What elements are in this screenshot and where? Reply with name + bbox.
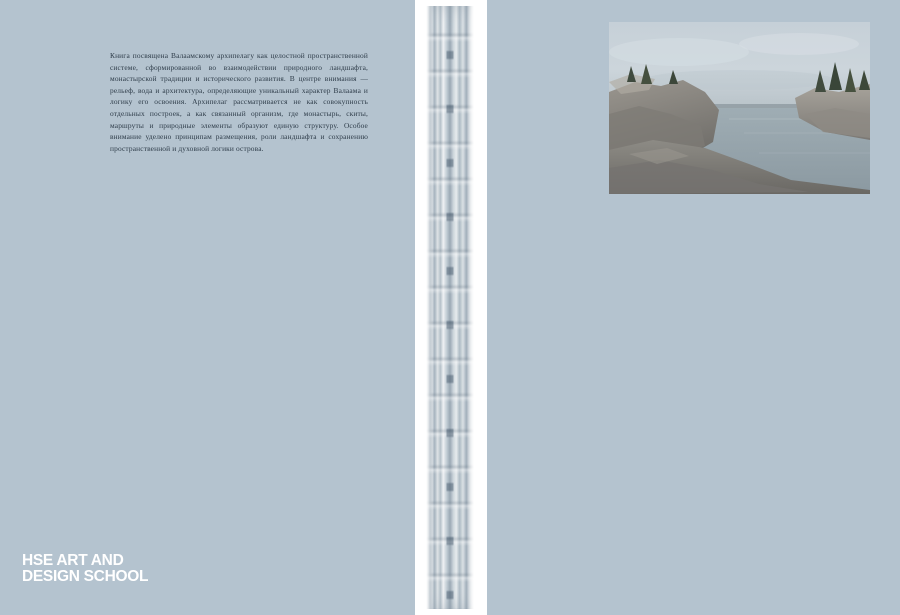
spine-surface xyxy=(426,6,474,609)
left-page xyxy=(0,0,415,615)
book-spine xyxy=(415,0,485,615)
logo-line-1: HSE ART AND xyxy=(22,552,124,569)
logo-line-2: DESIGN SCHOOL xyxy=(22,568,149,585)
annotation-paragraph: Книга посвящена Валаамскому архипелагу как целостной пространственной системе, сформированной во взаимодействии природного ландшафта, монастырской традиции и исторического развития. В центре внимания — рельеф, вода и архитектура, определяющие уникальный характер Валаама и логику его освоения. Архипелаг рассматривается не как совокупность отдельных построек, а как связанный организм, где монастырь, скиты, маршруты и природные элементы образуют единую структуру. Особое внимание уделено принципам размещения, роли ландшафта и сохранению пространственной и духовной логики острова. xyxy=(110,51,368,153)
spine-highlight-left xyxy=(426,6,433,609)
spine-stitching xyxy=(447,6,454,609)
hse-art-and-design-school-logo xyxy=(22,553,172,585)
valaam-shoreline-photo xyxy=(609,22,870,194)
right-page xyxy=(487,0,900,615)
spine-highlight-right xyxy=(467,6,474,609)
photo-illustration xyxy=(609,22,870,194)
